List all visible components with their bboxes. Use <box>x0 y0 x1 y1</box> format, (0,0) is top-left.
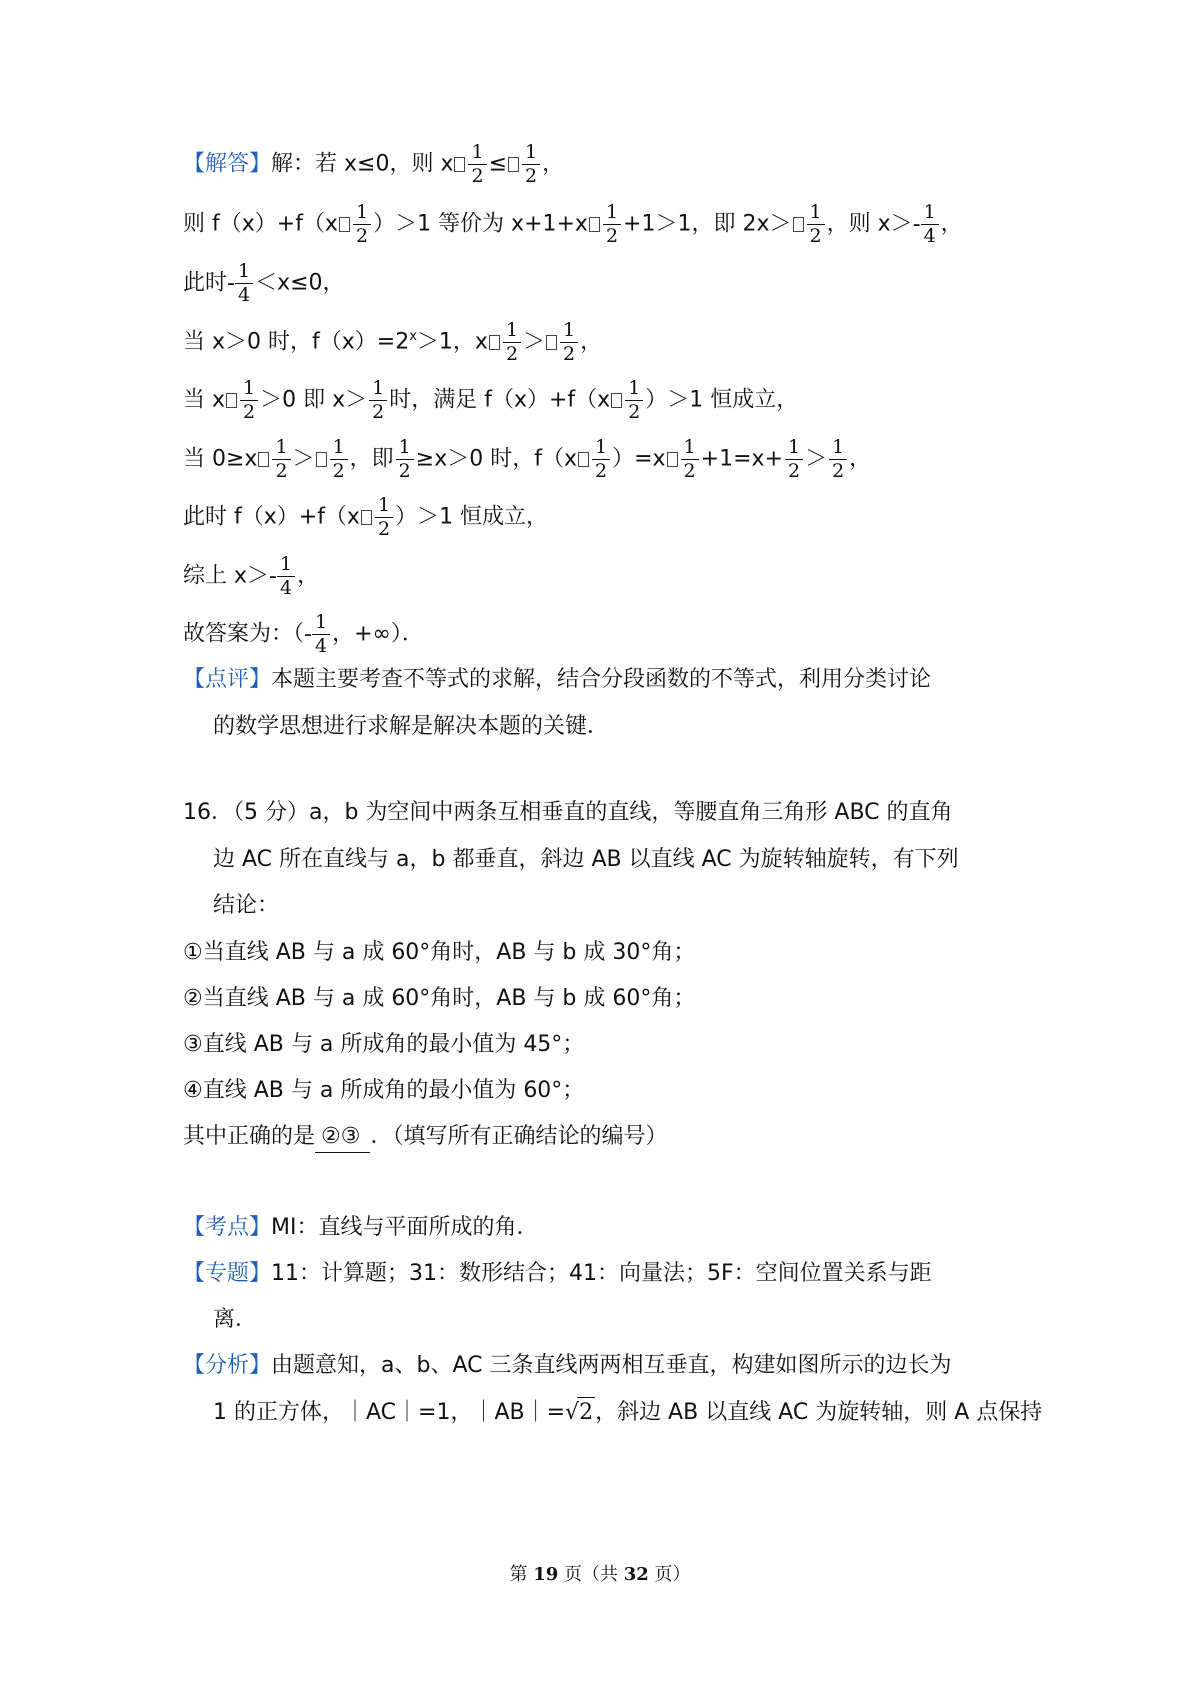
answer-blank: ②③ <box>315 1122 370 1153</box>
missing-glyph-box <box>508 157 519 172</box>
comment-tag: 【点评】 <box>183 667 272 692</box>
option-1: ①当直线 AB 与 a 成 60°角时，AB 与 b 成 30°角； <box>183 940 696 965</box>
fraction: $\frac{1}{2}$ <box>240 379 258 422</box>
fraction: $\frac{1}{2}$ <box>503 321 521 364</box>
solution-line-6: 当 0≥x $\frac{1}{2}$ ＞ $\frac{1}{2}$ ，即 $\frac{1}{2}$ ≥x＞0 时，f（x $\frac{1}{2}$ ）=x $\frac{1}{2}$ +1=x+ $\frac{1}{2}$ ＞ $\frac{1}{2}$ ， <box>183 436 872 482</box>
analysis-line-2: 1 的正方体，｜AC｜=1，｜AB｜=√2，斜边 AB 以直线 AC 为旋转轴，则 A 点保持 <box>213 1397 1042 1428</box>
fraction: $\frac{1}{2}$ <box>369 379 387 422</box>
missing-glyph-box <box>793 217 804 232</box>
missing-glyph-box <box>339 217 350 232</box>
solution-line-7: 此时 f（x）+f（x $\frac{1}{2}$ ）＞1 恒成立， <box>183 494 549 540</box>
fraction: $\frac{1}{2}$ <box>522 143 540 186</box>
missing-glyph-box <box>489 335 500 350</box>
question-16-line-2: 边 AC 所在直线与 a，b 都垂直，斜边 AB 以直线 AC 为旋转轴旋转，有下列 <box>213 847 959 872</box>
missing-glyph-box <box>611 393 622 408</box>
option-3: ③直线 AB 与 a 所成角的最小值为 45°； <box>183 1032 585 1057</box>
missing-glyph-box <box>361 510 372 525</box>
point-line: 【考点】MI：直线与平面所成的角． <box>183 1215 539 1240</box>
solution-line-3: 此时- $\frac{1}{4}$ ＜x≤0， <box>183 260 345 306</box>
page-number: 19 <box>533 1564 559 1585</box>
solution-answer-line: 故答案为：（- $\frac{1}{4}$ ，+∞）． <box>183 611 424 657</box>
fraction: $\frac{1}{2}$ <box>272 438 290 481</box>
fraction: $\frac{1}{2}$ <box>603 203 621 246</box>
solution-line-4: 当 x＞0 时，$f(x)=2^x>1$，x $\frac{1}{2}$ ＞ $\frac{1}{2}$ ， <box>183 319 603 365</box>
fraction: $\frac{1}{2}$ <box>560 321 578 364</box>
missing-glyph-box <box>454 157 465 172</box>
solution-line-8: 综上 x＞- $\frac{1}{4}$ ， <box>183 553 320 599</box>
solution-tag: 【解答】 <box>183 151 272 177</box>
comment-line-1: 【点评】本题主要考查不等式的求解，结合分段函数的不等式，利用分类讨论 <box>183 667 932 692</box>
fraction: $\frac{1}{2}$ <box>625 379 643 422</box>
fraction: $\frac{1}{2}$ <box>375 496 393 539</box>
fraction: $\frac{1}{4}$ <box>277 555 295 598</box>
missing-glyph-box <box>578 452 589 467</box>
sqrt-value: 2 <box>577 1397 595 1428</box>
fraction: $\frac{1}{4}$ <box>235 262 253 305</box>
question-16-line-1: 16．（5 分）a，b 为空间中两条互相垂直的直线，等腰直角三角形 ABC 的直角 <box>183 800 953 825</box>
fraction: $\frac{1}{2}$ <box>681 438 699 481</box>
topic-line-2: 离． <box>213 1307 258 1332</box>
analysis-line-1: 【分析】由题意知，a、b、AC 三条直线两两相互垂直，构建如图所示的边长为 <box>183 1353 952 1378</box>
fraction: $\frac{1}{4}$ <box>921 203 939 246</box>
fraction: $\frac{1}{2}$ <box>807 203 825 246</box>
missing-glyph-box <box>258 452 269 467</box>
fraction: $\frac{1}{4}$ <box>312 613 330 656</box>
page-total: 32 <box>623 1564 649 1585</box>
answer-line: 其中正确的是 ②③ ．（填写所有正确结论的编号） <box>183 1122 667 1153</box>
analysis-tag: 【分析】 <box>183 1353 272 1378</box>
fraction: $\frac{1}{2}$ <box>353 203 371 246</box>
fraction: $\frac{1}{2}$ <box>592 438 610 481</box>
solution-line-2: 则 f（x）+f（x $\frac{1}{2}$ ）＞1 等价为 x+1+x $\frac{1}{2}$ +1＞1，即 2x＞ $\frac{1}{2}$ ，则 x＞- $\frac{1}{4}$ ， <box>183 201 963 247</box>
option-2: ②当直线 AB 与 a 成 60°角时，AB 与 b 成 60°角； <box>183 986 696 1011</box>
missing-glyph-box <box>546 335 557 350</box>
fraction: $\frac{1}{2}$ <box>785 438 803 481</box>
missing-glyph-box <box>589 217 600 232</box>
topic-line-1: 【专题】11：计算题；31：数形结合；41：向量法；5F：空间位置关系与距 <box>183 1261 932 1286</box>
solution-line-5: 当 x $\frac{1}{2}$ ＞0 即 x＞ $\frac{1}{2}$ 时，满足 f（x）+f（x $\frac{1}{2}$ ）＞1 恒成立， <box>183 377 799 423</box>
solution-line-1: 【解答】解：若 x≤0，则 x $\frac{1}{2}$ ≤ $\frac{1}{2}$ ， <box>183 141 565 187</box>
missing-glyph-box <box>226 393 237 408</box>
sqrt-symbol: √ <box>565 1400 580 1425</box>
fraction: $\frac{1}{2}$ <box>829 438 847 481</box>
fraction: $\frac{1}{2}$ <box>396 438 414 481</box>
page-footer: 第 19 页（共 32 页） <box>509 1564 691 1585</box>
fraction: $\frac{1}{2}$ <box>468 143 486 186</box>
question-16-line-3: 结论： <box>213 893 280 918</box>
point-tag: 【考点】 <box>183 1215 272 1240</box>
missing-glyph-box <box>667 452 678 467</box>
fraction: $\frac{1}{2}$ <box>330 438 348 481</box>
topic-tag: 【专题】 <box>183 1261 272 1286</box>
missing-glyph-box <box>316 452 327 467</box>
comment-line-2: 的数学思想进行求解是解决本题的关键． <box>213 714 610 739</box>
option-4: ④直线 AB 与 a 所成角的最小值为 60°； <box>183 1078 585 1103</box>
